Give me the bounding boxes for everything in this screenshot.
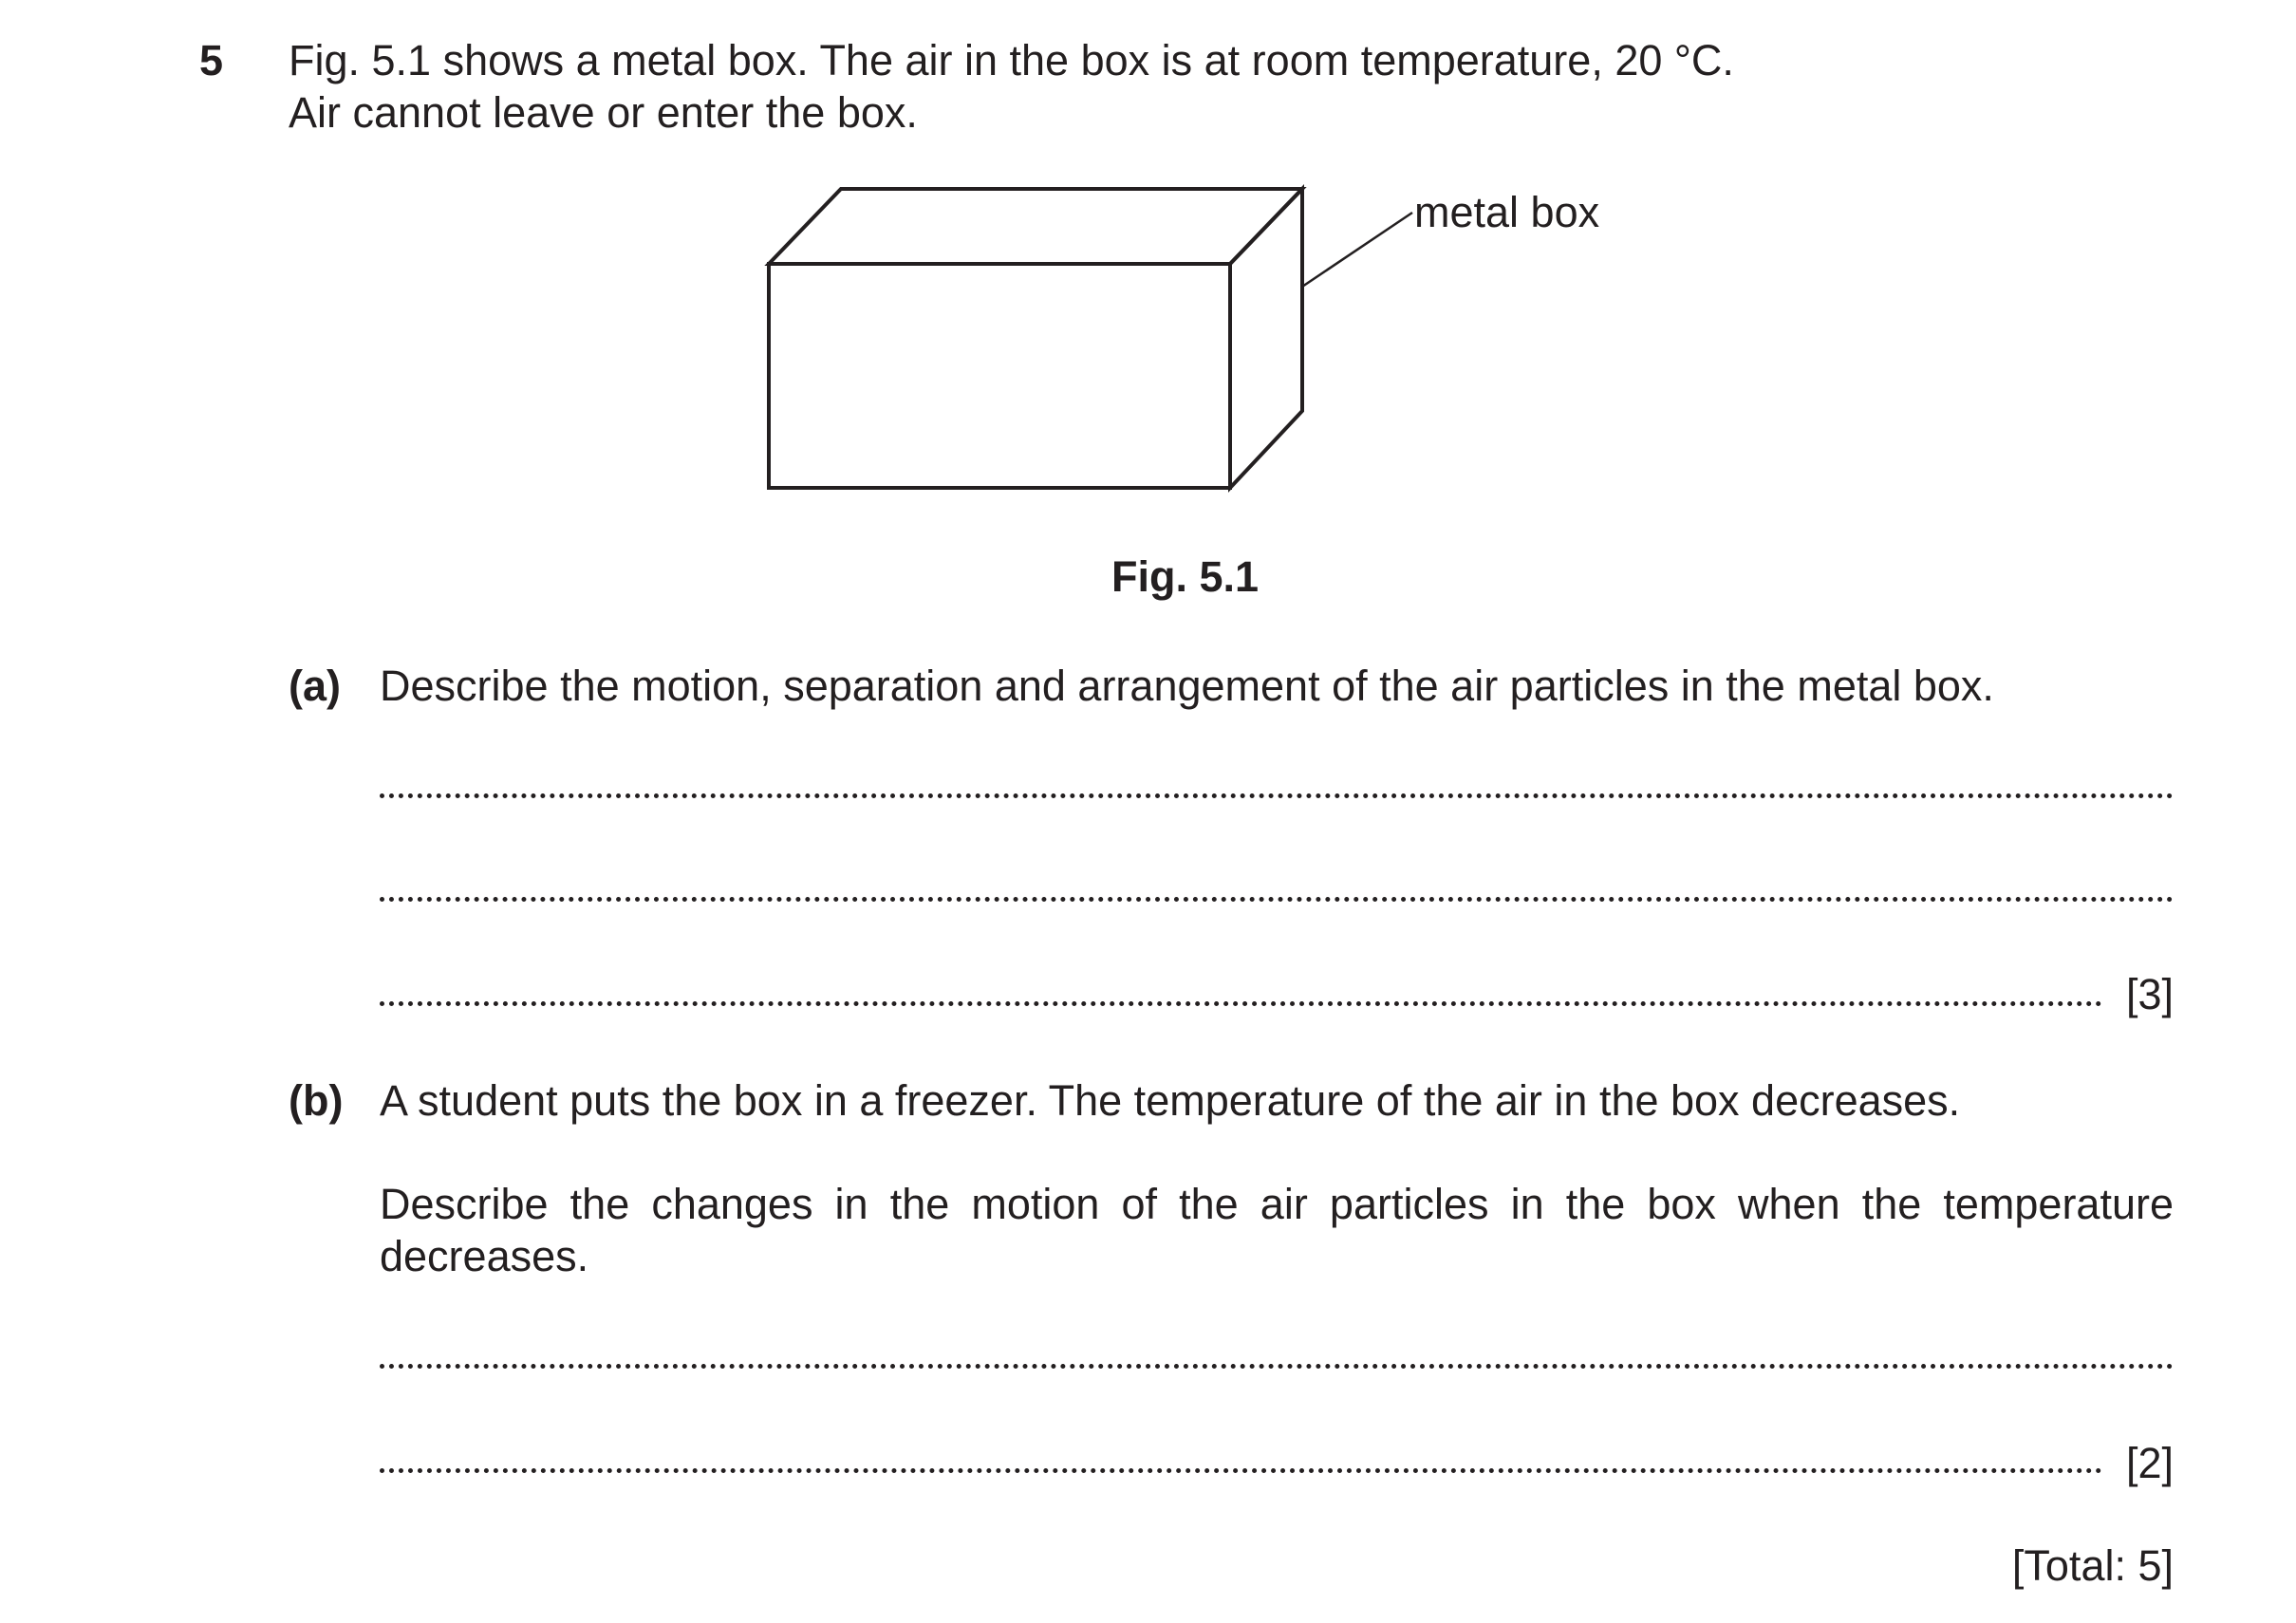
metal-box-label: metal box xyxy=(1414,188,1600,236)
figure-caption: Fig. 5.1 xyxy=(1111,552,1260,601)
box-label-leader-line xyxy=(1302,213,1412,287)
part-a-marks: [3] xyxy=(2125,970,2174,1018)
question-intro-line-1: Fig. 5.1 shows a metal box. The air in the box is at room temperature, 20 °C. xyxy=(289,36,1734,84)
question-number: 5 xyxy=(199,36,224,84)
part-b-question: Describe the changes in the motion of the air particles in the box when the temperature decreases. xyxy=(380,1180,2174,1280)
part-b-label: (b) xyxy=(289,1076,344,1125)
answer-line-a-1[interactable] xyxy=(380,793,2174,798)
part-a-label: (a) xyxy=(289,662,341,710)
part-b-statement: A student puts the box in a freezer. The temperature of the air in the box decreases. xyxy=(380,1076,1961,1125)
answer-line-b-1[interactable] xyxy=(380,1364,2174,1369)
part-a-question: Describe the motion, separation and arrangement of the air particles in the metal box. xyxy=(380,662,1994,710)
part-b-marks: [2] xyxy=(2125,1439,2174,1487)
box-front-face xyxy=(769,264,1230,488)
total-marks: [Total: 5] xyxy=(2011,1541,2174,1590)
box-top-face xyxy=(769,189,1302,264)
answer-line-a-3[interactable] xyxy=(380,1001,2102,1006)
answer-line-b-2[interactable] xyxy=(380,1468,2102,1473)
question-intro-line-2: Air cannot leave or enter the box. xyxy=(289,88,918,137)
box-side-face xyxy=(1230,189,1302,488)
answer-line-a-2[interactable] xyxy=(380,897,2174,902)
